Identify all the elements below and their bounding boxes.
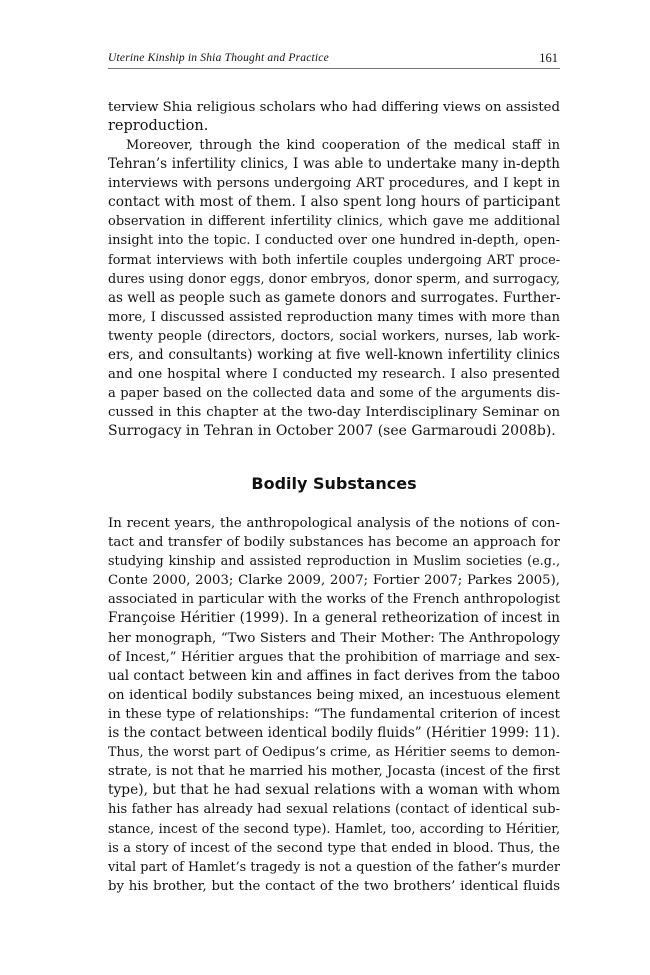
page-number: 161: [539, 51, 558, 65]
text-line: Thus, the worst part of Oedipus’s crime, as Héritier seems to demon-: [108, 745, 560, 761]
paragraph-continued: [108, 98, 560, 136]
running-head-title: Uterine Kinship in Shia Thought and Practice: [108, 52, 329, 64]
text-line: is the contact between identical bodily fluids” (Héritier 1999: 11).: [108, 725, 561, 742]
text-line: cussed in this chapter at the two-day Interdisciplinary Seminar on: [108, 405, 560, 421]
text-line: contact with most of them. I also spent long hours of participant: [108, 194, 560, 211]
text-line: vital part of Hamlet’s tragedy is not a question of the father’s murder: [108, 859, 560, 875]
text-line: a paper based on the collected data and some of the arguments dis-: [108, 386, 560, 402]
text-line: her monograph, “Two Sisters and Their Mother: The Anthropology: [108, 630, 560, 646]
text-line: dures using donor eggs, donor embryos, donor sperm, and surrogacy,: [108, 271, 560, 287]
text-line: ers, and consultants) working at five well-known infertility clinics: [108, 347, 560, 364]
text-line: strate, is not that he married his mother, Jocasta (incest of the first: [108, 764, 560, 780]
section-heading: Bodily Substances: [251, 474, 417, 493]
text-line: tact and transfer of bodily substances has become an approach for: [108, 535, 560, 551]
paragraph-moreover: [108, 136, 560, 442]
text-line: type), but that he had sexual relations with a woman with whom: [108, 782, 560, 799]
text-line: format interviews with both infertile couples undergoing ART proce-: [108, 252, 560, 268]
text-line: stance, incest of the second type). Hamlet, too, according to Héritier,: [108, 821, 560, 837]
text-line: studying kinship and assisted reproduction in Muslim societies (e.g.,: [108, 554, 560, 570]
text-line: more, I discussed assisted reproduction many times with more than: [108, 309, 560, 325]
text-line: interviews with persons undergoing ART procedures, and I kept in: [108, 176, 560, 192]
text-line: ual contact between kin and affines in fact derives from the taboo: [108, 667, 560, 684]
text-line: Conte 2000, 2003; Clarke 2009, 2007; Fortier 2007; Parkes 2005),: [108, 573, 560, 589]
text-line: of Incest,” Héritier argues that the prohibition of marriage and sex-: [108, 649, 560, 665]
text-line: reproduction.: [108, 118, 209, 135]
paragraph-bodily-substances: [108, 514, 560, 896]
text-line: insight into the topic. I conducted over one hundred in-depth, open-: [108, 233, 560, 249]
text-line: observation in different infertility clinics, which gave me additional: [108, 214, 560, 230]
text-line: Françoise Héritier (1999). In a general retheorization of incest in: [108, 610, 560, 627]
text-line: and one hospital where I conducted my research. I also presented: [108, 367, 560, 383]
text-line: on identical bodily substances being mixed, an incestuous element: [108, 687, 560, 703]
text-line: twenty people (directors, doctors, social workers, nurses, lab work-: [108, 328, 560, 344]
text-line: terview Shia religious scholars who had differing views on assisted: [108, 100, 560, 115]
text-line: In recent years, the anthropological analysis of the notions of con-: [108, 516, 560, 531]
text-line: is a story of incest of the second type that ended in blood. Thus, the: [108, 840, 560, 856]
text-line: his father has already had sexual relations (contact of identical sub-: [108, 802, 560, 818]
text-line: associated in particular with the works of the French anthropologist: [108, 592, 560, 608]
text-line: by his brother, but the contact of the two brothers’ identical fluids: [108, 878, 560, 894]
text-line: as well as people such as gamete donors and surrogates. Further-: [108, 289, 561, 306]
text-line: in these type of relationships: “The fundamental criterion of incest: [108, 706, 560, 722]
text-line: Surrogacy in Tehran in October 2007 (see Garmaroudi 2008b).: [108, 423, 556, 440]
running-header: [108, 46, 560, 69]
text-line: Moreover, through the kind cooperation of the medical staff in: [126, 138, 560, 153]
text-line: Tehran’s infertility clinics, I was able to undertake many in-depth: [108, 156, 560, 173]
